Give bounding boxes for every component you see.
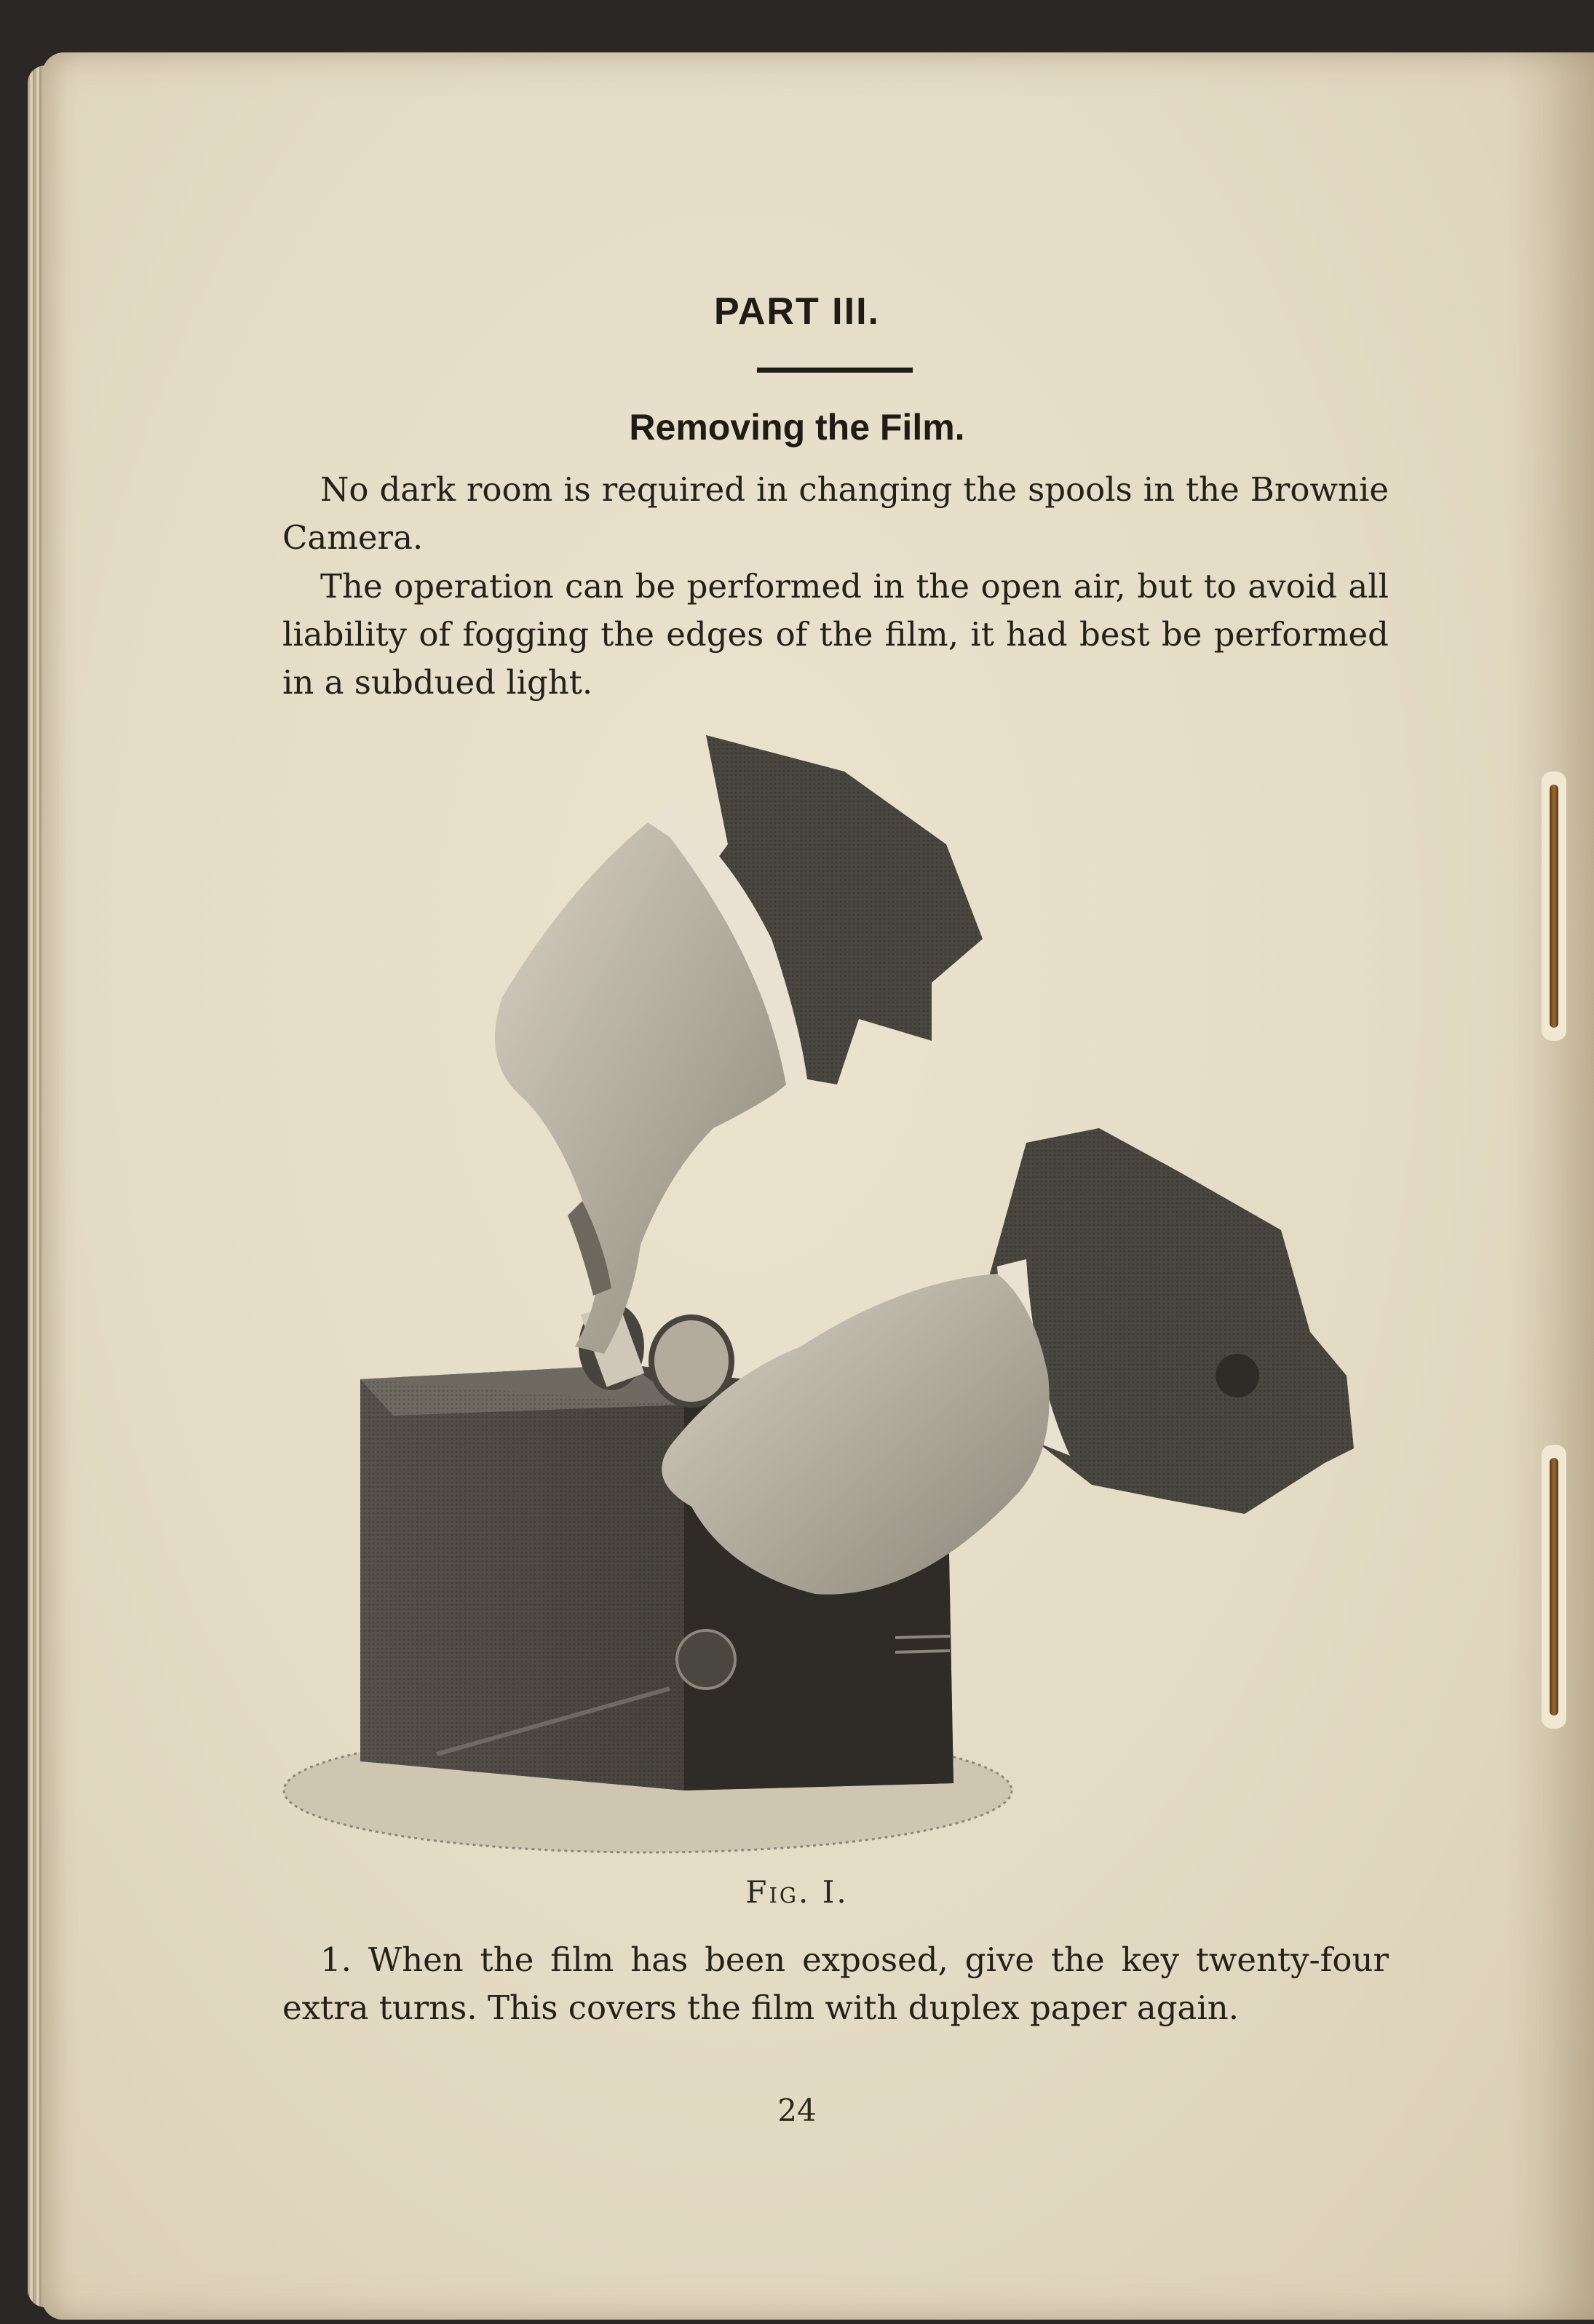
binding-staple-upper bbox=[1542, 772, 1566, 1041]
step-one-paragraph: 1. When the film has been exposed, give the key twenty-four extra turns. This covers the film with duplex paper again. bbox=[282, 1940, 1389, 2027]
upper-hand bbox=[495, 735, 983, 1354]
staple-wire bbox=[1550, 1458, 1558, 1716]
binding-staple-lower bbox=[1542, 1445, 1566, 1729]
figure-hands-removing-film bbox=[262, 721, 1383, 1863]
section-title: Removing the Film. bbox=[629, 407, 965, 448]
staple-wire bbox=[1550, 785, 1558, 1028]
page-number: 24 bbox=[777, 2093, 817, 2128]
intro-paragraph: No dark room is required in changing the spools in the Brownie Camera. bbox=[282, 470, 1389, 557]
figure-caption: Fig. I. bbox=[745, 1874, 849, 1910]
heading-rule bbox=[757, 368, 913, 373]
operation-paragraph: The operation can be performed in the open air, but to avoid all liability of fogging the edges of the film, it had best be performed in a subdued light. bbox=[282, 567, 1389, 702]
lower-hand bbox=[662, 1128, 1354, 1595]
page-gutter-shadow bbox=[1507, 52, 1594, 2320]
part-heading: PART III. bbox=[714, 290, 880, 333]
